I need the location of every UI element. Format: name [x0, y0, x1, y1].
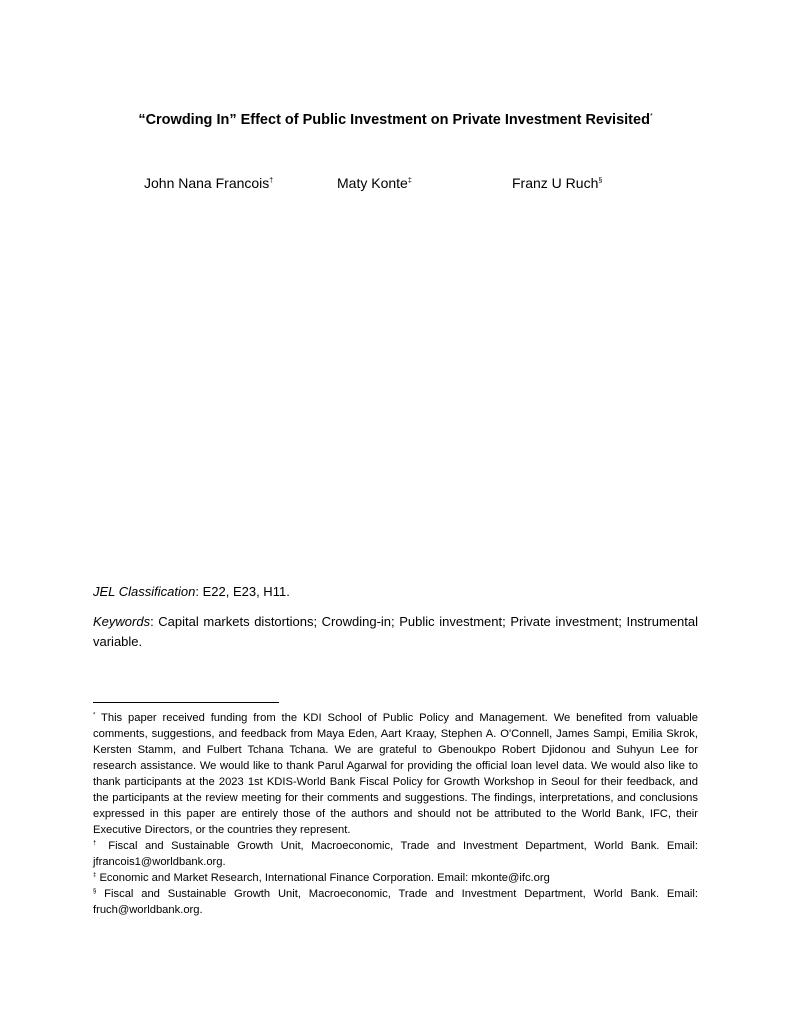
- jel-classification: [93, 583, 698, 601]
- footnote-author-2: [93, 870, 698, 886]
- footnote-text: Fiscal and Sustainable Growth Unit, Macroeconomic, Trade and Investment Department, World Bank. Email: jfrancois1@worldbank.org.: [93, 840, 698, 868]
- author-name: John Nana Francois: [144, 175, 270, 191]
- keywords: [93, 612, 698, 652]
- author-name: Maty Konte: [337, 175, 408, 191]
- author-footnote-mark: §: [598, 177, 603, 185]
- author-name: Franz U Ruch: [512, 175, 599, 191]
- footnotes: [93, 710, 698, 918]
- jel-label: JEL Classification: [93, 584, 196, 599]
- footnote-text: Economic and Market Research, International Finance Corporation. Email: mkonte@ifc.org: [96, 872, 550, 884]
- footnote-author-1: [93, 838, 698, 870]
- footnote-funding: [93, 710, 698, 838]
- footnote-separator: [93, 702, 279, 703]
- author-2: [337, 174, 412, 192]
- keywords-label: Keywords: [93, 614, 151, 629]
- keywords-list: : Capital markets distortions; Crowding-in; Public investment; Private investment; Instrumental variable.: [93, 614, 698, 649]
- footnote-text: This paper received funding from the KDI School of Public Policy and Management. We benefited from valuable comments, suggestions, and feedback from Maya Eden, Aart Kraay, Stephen A. O'Connell, James Sampi, Emilia Skrok, Kersten Stamm, and Fulbert Tchana Tchana. We are grateful to Gbenoukpo Robert Djidonou and Suhyun Lee for research assistance. We would like to thank Parul Agarwal for providing the official loan level data. We would also like to thank participants at the 2023 1st KDIS-World Bank Fiscal Policy for Growth Workshop in Seoul for their feedback, and the participants at the review meeting for their comments and suggestions. The findings, interpretations, and conclusions expressed in this paper are entirely those of the authors and should not be attributed to the World Bank, IFC, their Executive Directors, or the countries they represent.: [93, 712, 698, 836]
- paper-title: [93, 111, 698, 129]
- footnote-author-3: [93, 886, 698, 918]
- footnote-mark: †: [93, 840, 101, 847]
- footnote-mark: §: [93, 888, 97, 895]
- author-footnote-mark: †: [269, 177, 274, 185]
- jel-codes: : E22, E23, H11.: [195, 584, 290, 599]
- footnote-text: Fiscal and Sustainable Growth Unit, Macroeconomic, Trade and Investment Department, World Bank. Email: fruch@worldbank.org.: [93, 888, 698, 916]
- author-footnote-mark: ‡: [407, 177, 412, 185]
- title-footnote-mark: *: [649, 113, 653, 121]
- footnote-mark: ‡: [93, 872, 97, 879]
- title-text: “Crowding In” Effect of Public Investment on Private Investment Revisited: [138, 112, 650, 128]
- author-1: [144, 174, 273, 192]
- footnote-mark: *: [93, 712, 96, 719]
- author-3: [512, 174, 602, 192]
